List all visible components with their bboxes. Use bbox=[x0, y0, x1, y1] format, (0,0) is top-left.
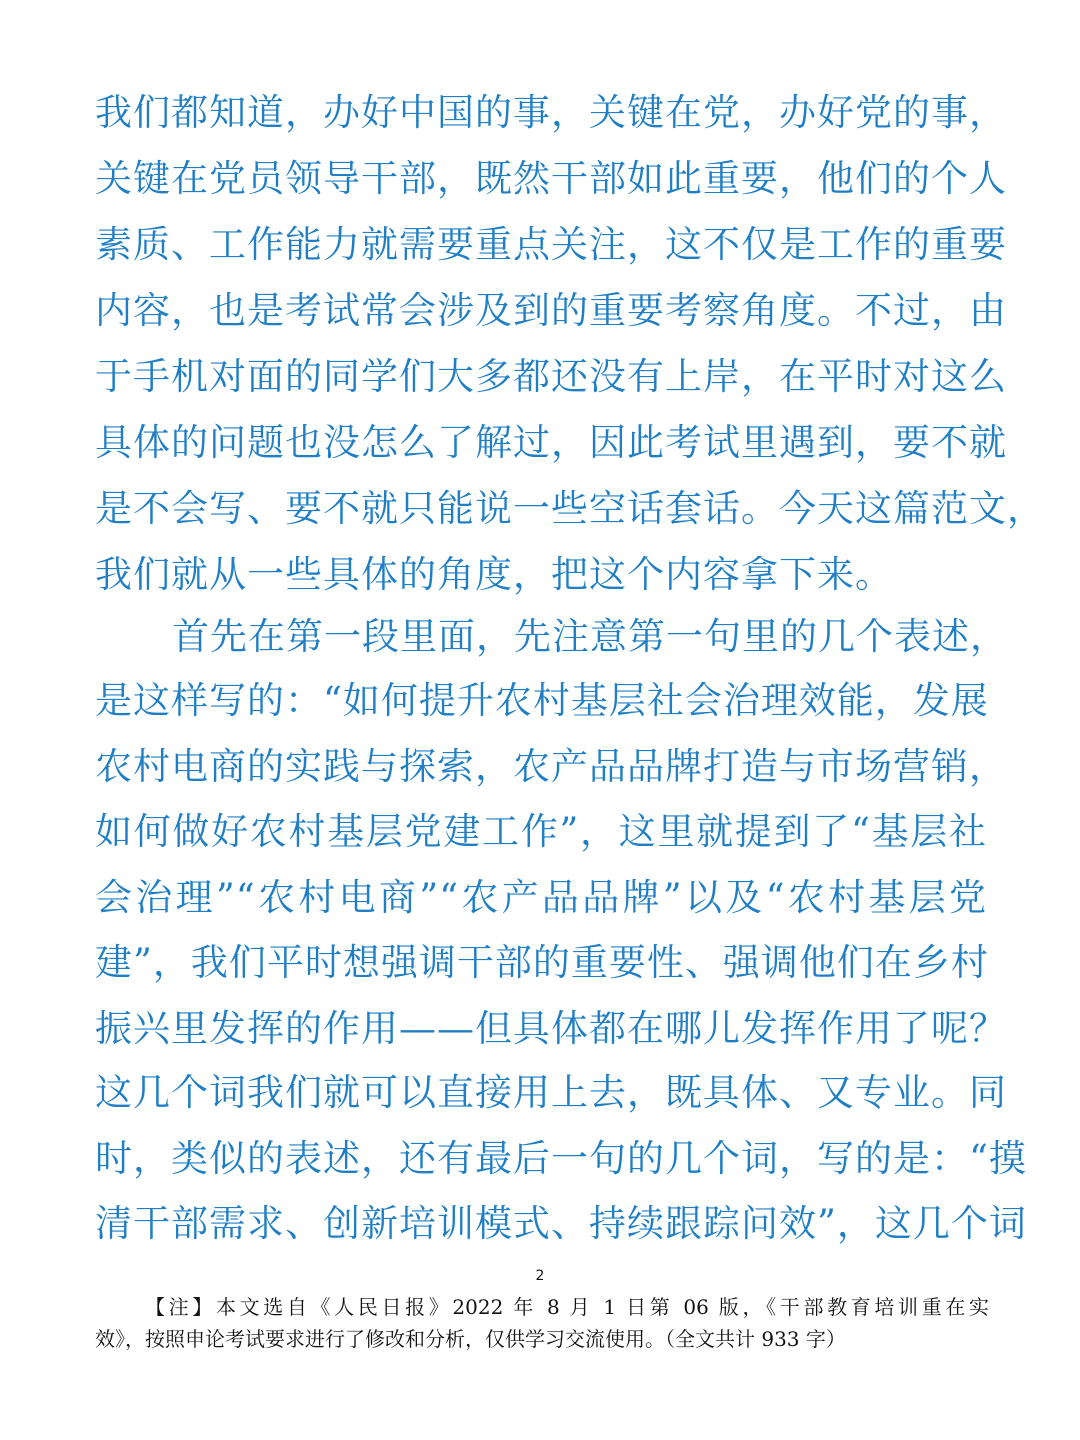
paragraph-line: 素质、工作能力就需要重点关注，这不仅是工作的重要 bbox=[95, 223, 1007, 266]
paragraph-line: 如何做好农村基层党建工作”，这里就提到了“基层社 bbox=[95, 810, 987, 853]
paragraph-line: 关键在党员领导干部，既然干部如此重要，他们的个人 bbox=[95, 157, 1007, 200]
paragraph-line: 我们都知道，办好中国的事，关键在党，办好党的事， bbox=[95, 91, 1007, 134]
footnote-line: 【注】本文选自《人民日报》2022 年 8 月 1 日第 06 版，《干部教育培训重在实 bbox=[145, 1295, 989, 1319]
paragraph-line: 农村电商的实践与探索，农产品品牌打造与市场营销， bbox=[95, 745, 1007, 788]
paragraph-line: 具体的问题也没怎么了解过，因此考试里遇到，要不就 bbox=[95, 421, 1007, 464]
paragraph-line: 会治理”“农村电商”“农产品品牌”以及“农村基层党 bbox=[95, 876, 987, 919]
paragraph-line: 这几个词我们就可以直接用上去，既具体、又专业。同 bbox=[95, 1071, 1007, 1114]
paragraph-line: 我们就从一些具体的角度，把这个内容拿下来。 bbox=[95, 553, 893, 596]
paragraph-line: 于手机对面的同学们大多都还没有上岸，在平时对这么 bbox=[95, 355, 1007, 398]
paragraph-line: 内容，也是考试常会涉及到的重要考察角度。不过，由 bbox=[95, 289, 1007, 332]
paragraph-line: 是不会写、要不就只能说一些空话套话。今天这篇范文， bbox=[95, 487, 1045, 530]
paragraph-line: 清干部需求、创新培训模式、持续跟踪问效”，这几个词 bbox=[95, 1202, 1027, 1245]
paragraph-line: 是这样写的：“如何提升农村基层社会治理效能，发展 bbox=[95, 679, 989, 722]
paragraph-line: 建”，我们平时想强调干部的重要性、强调他们在乡村 bbox=[95, 941, 989, 984]
page-number: 2 bbox=[535, 1268, 545, 1284]
paragraph-line: 时，类似的表述，还有最后一句的几个词，写的是：“摸 bbox=[95, 1137, 1027, 1180]
paragraph-line: 振兴里发挥的作用——但具体都在哪儿发挥作用了呢？ bbox=[95, 1007, 1007, 1050]
footnote-line: 效》，按照申论考试要求进行了修改和分析，仅供学习交流使用。（全文共计 933 字） bbox=[95, 1327, 846, 1351]
paragraph-line: 首先在第一段里面，先注意第一句里的几个表述， bbox=[172, 615, 1008, 658]
